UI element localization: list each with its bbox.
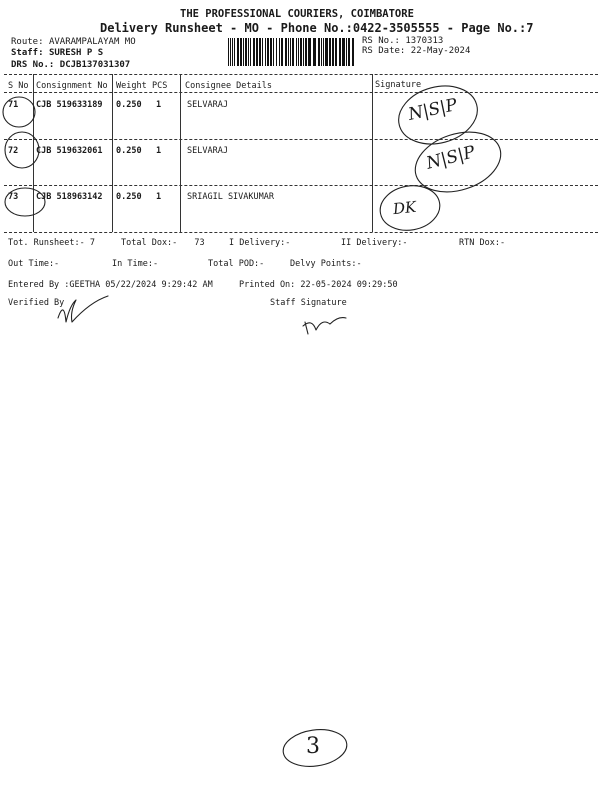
drs-value: DCJB137031307 (59, 60, 131, 70)
rs-date-value: 22-May-2024 (410, 46, 471, 56)
header-consignee: Consignee Details (185, 81, 272, 91)
total-dox (121, 238, 205, 248)
verified-signature-scribble (58, 296, 108, 322)
row-consignment: CJB 519633189 (36, 100, 103, 110)
row-circle-mark (5, 132, 39, 168)
printed-on: Printed On: 22-05-2024 09:29:50 (239, 280, 398, 290)
total-dox-label: Total Dox:- (121, 238, 178, 248)
row-sno: 72 (8, 146, 19, 156)
rs-date-label: RS Date: (362, 46, 406, 56)
entered-by: Entered By :GEETHA 05/22/2024 9:29:42 AM (8, 280, 213, 290)
row-signature-handwriting: N|S|P (406, 95, 459, 125)
delvy-points-label: Delvy Points:- (290, 259, 362, 269)
row-pcs: 1 (156, 192, 162, 202)
row-circle-mark (5, 188, 45, 216)
tot-runsheet-value: 7 (89, 238, 96, 248)
rtn-dox-label: RTN Dox:- (459, 238, 506, 248)
route-value: AVARAMPALAYAM MO (48, 37, 136, 47)
row-pcs: 1 (156, 146, 162, 156)
header-sno: S No (8, 81, 29, 91)
out-time-label: Out Time:- (8, 259, 60, 269)
row-consignment: CJB 519632061 (36, 146, 103, 156)
row-consignment: CJB 518963142 (36, 192, 103, 202)
rs-no-label: RS No.: (362, 36, 400, 46)
row-circle-mark (3, 97, 35, 127)
route-label: Route: (11, 37, 44, 47)
row-weight: 0.250 (116, 192, 142, 202)
row-consignee: SELVARAJ (187, 146, 228, 156)
row-sno: 73 (8, 192, 19, 202)
total-dox-value: 73 (194, 238, 205, 248)
staff-signature-label: Staff Signature (270, 298, 347, 308)
row-consignee: SRIAGIL SIVAKUMAR (187, 192, 274, 202)
staff-signature-scribble (303, 318, 346, 334)
row-signature-handwriting: DK (392, 197, 418, 219)
page-mark-handwriting: 3 (306, 734, 320, 759)
row-weight: 0.250 (116, 100, 142, 110)
company-name: THE PROFESSIONAL COURIERS, COIMBATORE (180, 8, 414, 20)
i-delivery-label: I Delivery:- (229, 238, 291, 248)
row-signature-handwriting: N|S|P (424, 142, 478, 174)
row-pcs: 1 (156, 100, 162, 110)
total-pod-label: Total POD:- (208, 259, 265, 269)
staff-value: SURESH P S (48, 48, 104, 58)
row-weight: 0.250 (116, 146, 142, 156)
ii-delivery-label: II Delivery:- (341, 238, 408, 248)
header-weight: Weight (116, 81, 147, 91)
tot-runsheet (8, 238, 95, 248)
tot-runsheet-label: Tot. Runsheet:- (8, 238, 85, 248)
header-consignment: Consignment No (36, 81, 108, 91)
drs-label: DRS No.: (11, 60, 55, 70)
row-sno: 71 (8, 100, 19, 110)
runsheet-subtitle: Delivery Runsheet - MO - Phone No.:0422-3505555 - Page No.:7 (100, 21, 534, 35)
row-consignee: SELVARAJ (187, 100, 228, 110)
rs-no-value: 1370313 (405, 36, 444, 46)
header-pcs: PCS (152, 81, 168, 91)
in-time-label: In Time:- (112, 259, 159, 269)
verified-by-label: Verified By (8, 298, 65, 308)
header-signature: Signature (375, 80, 422, 90)
staff-label: Staff: (11, 48, 44, 58)
